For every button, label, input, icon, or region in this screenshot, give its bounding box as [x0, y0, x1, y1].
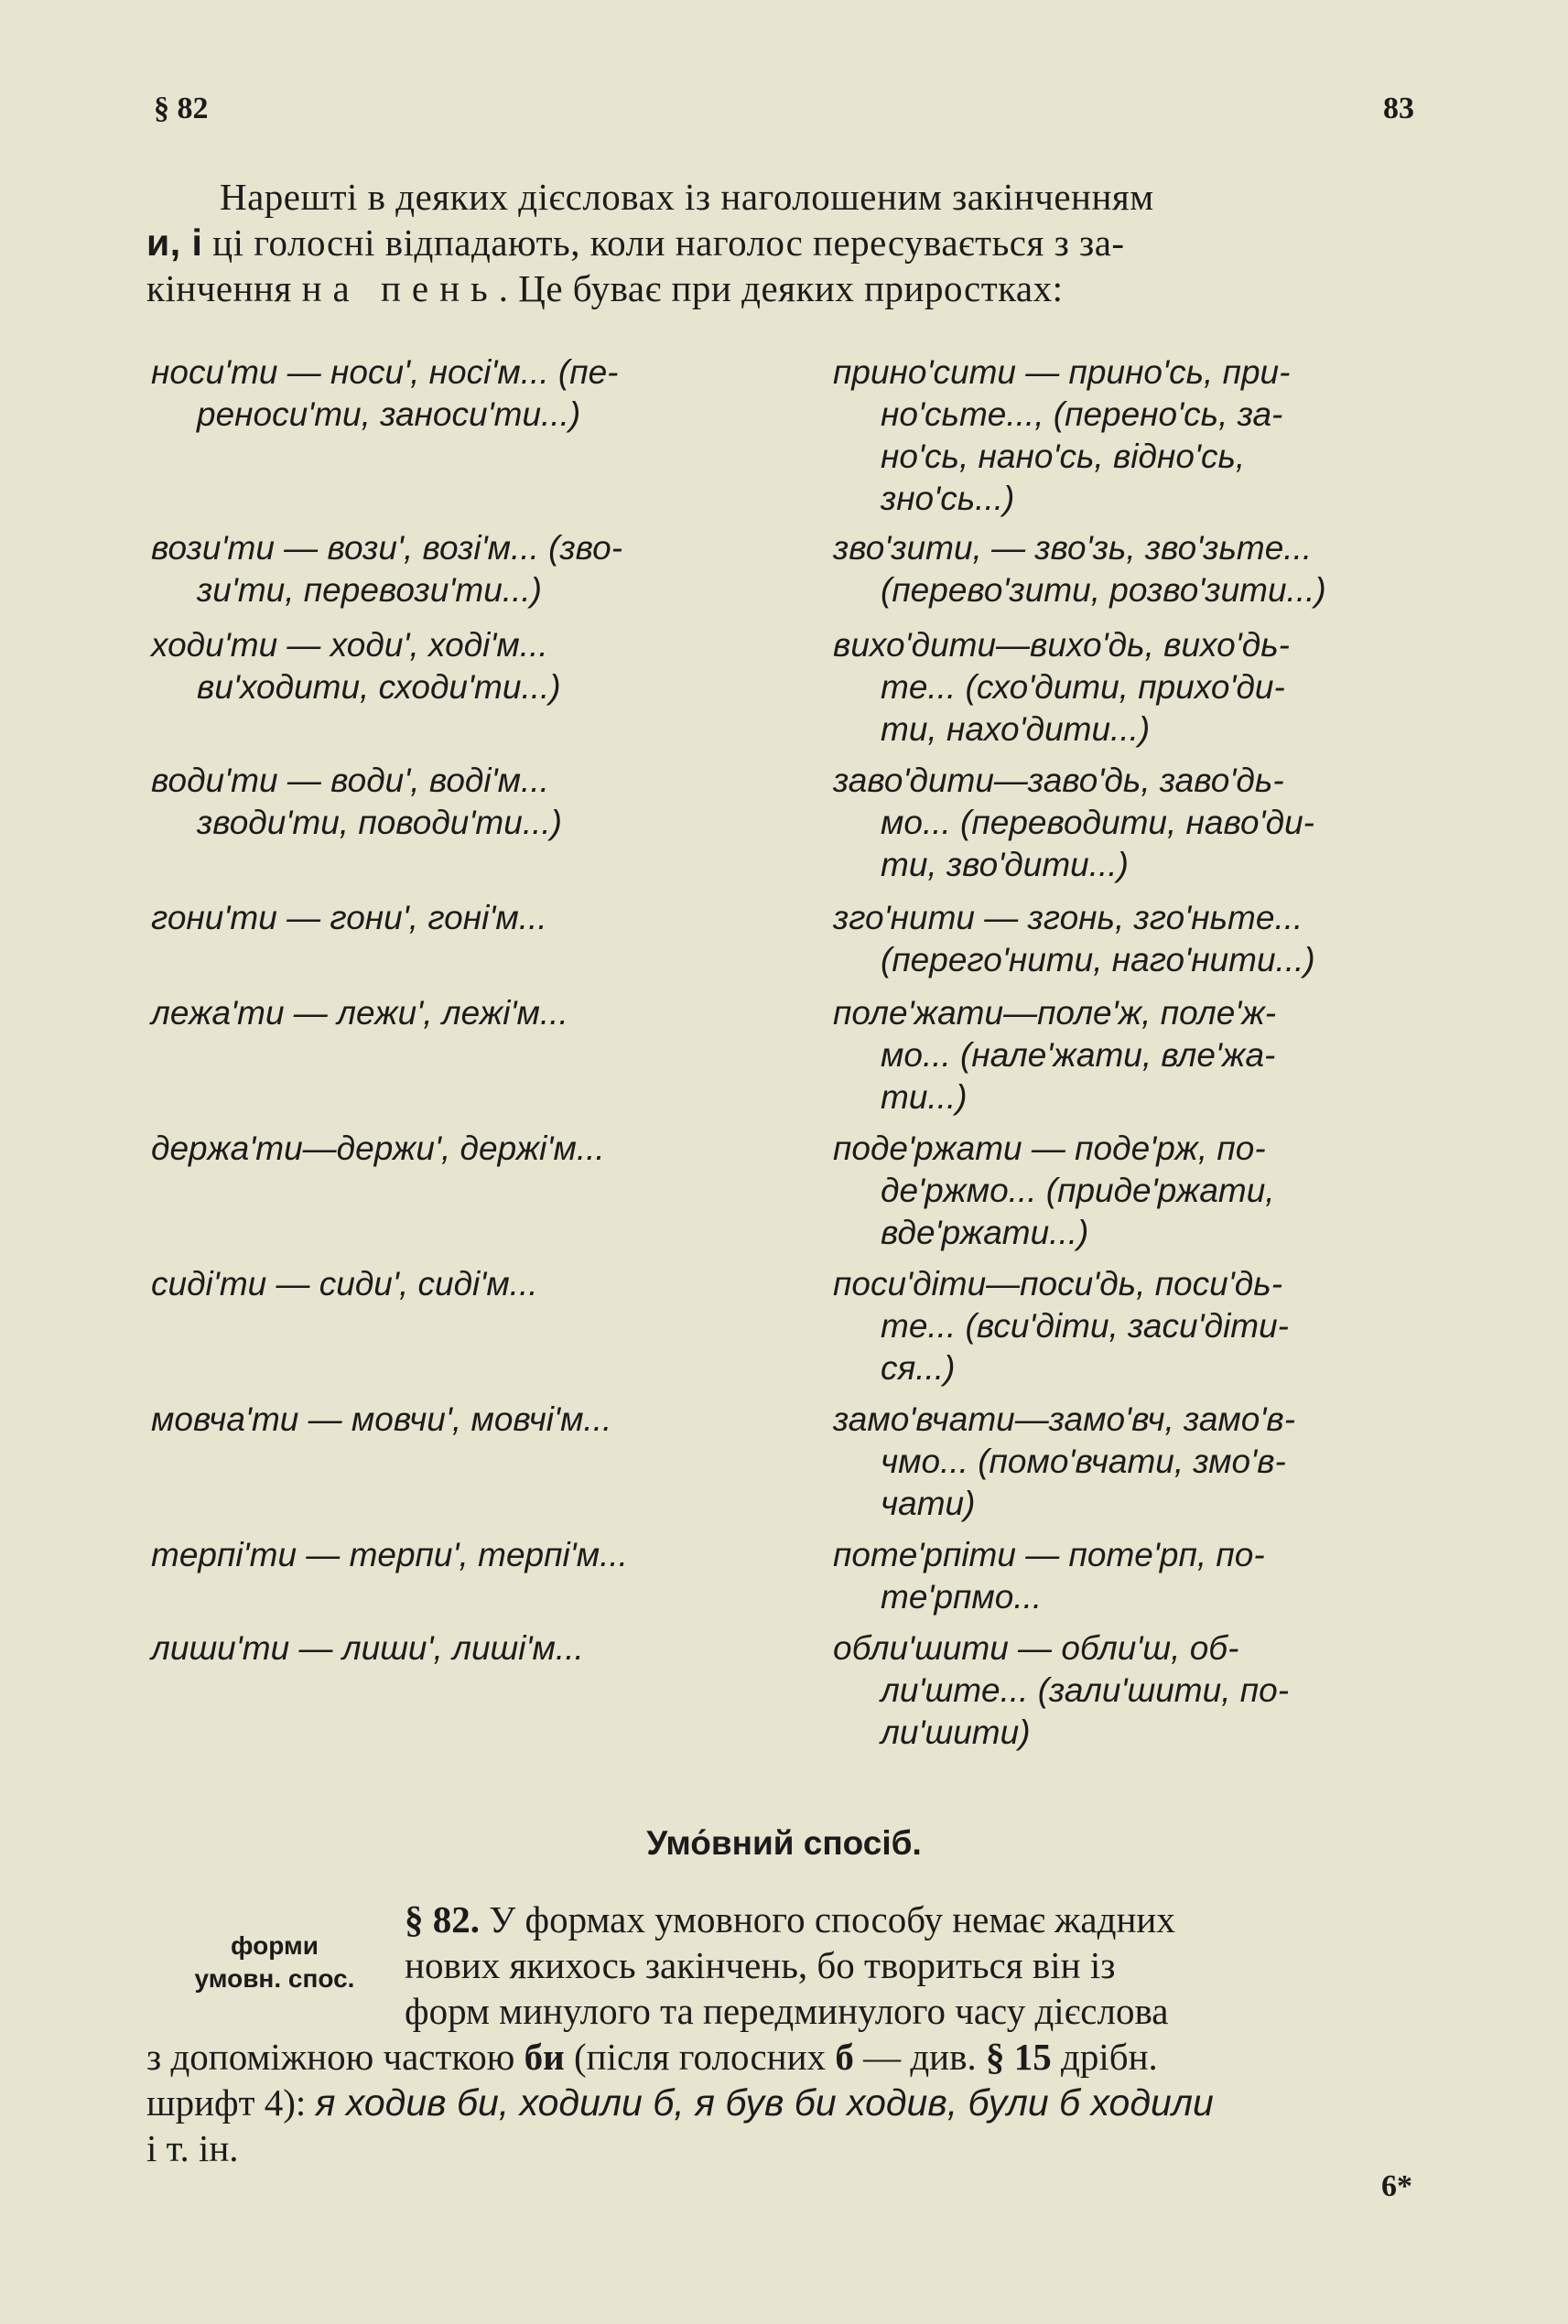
- list-item: поте'рпіти — поте'рп, по- те'рпмо...: [833, 1536, 1265, 1616]
- list-item: обли'шити — обли'ш, об- ли'ште... (зали'шити, по- ли'шити): [833, 1629, 1290, 1751]
- paragraph-line-2: нових якихось закінчень, бо твориться він із: [405, 1944, 1116, 1986]
- intro-line-2: и, і ці голосні відпадають, коли наголос пересувається з за-: [146, 222, 1125, 264]
- list-item: зво'зити, — зво'зь, зво'зьте... (перево'зити, розво'зити...): [833, 529, 1326, 609]
- intro-line-1: Нарешті в деяких дієсловах із наголошеним закінченням: [220, 176, 1154, 218]
- page-number: 83: [1383, 92, 1414, 125]
- signature-mark: 6*: [1381, 2169, 1412, 2203]
- paragraph-line-4: з допоміжною часткою би (після голосних б — див. § 15 дрібн.: [146, 2036, 1158, 2078]
- list-item: замо'вчати—замо'вч, замо'в- чмо... (помо'вчати, змо'в- чати): [833, 1400, 1296, 1522]
- intro-line-3: кінчення на пень. Це буває при деяких приростках:: [146, 267, 1064, 309]
- paragraph-line-3: форм минулого та передминулого часу дієслова: [405, 1990, 1169, 2032]
- paragraph-line-1: § 82. У формах умовного способу немає жадних: [405, 1898, 1175, 1940]
- list-item: поси'діти—поси'дь, поси'дь- те... (вси'діти, заси'діти- ся...): [833, 1265, 1290, 1387]
- list-item: лежа'ти — лежи', лежі'м...: [151, 994, 568, 1032]
- intro-paragraph: [146, 174, 1410, 311]
- list-item: гони'ти — гони', гоні'м...: [151, 899, 547, 936]
- list-item: води'ти — води', воді'м... зводи'ти, поводи'ти...): [151, 762, 562, 841]
- list-item: терпі'ти — терпи', терпі'м...: [151, 1536, 628, 1573]
- list-item: прино'сити — прино'сь, при- но'сьте..., (перено'сь, за- но'сь, нано'сь, відно'сь, зно'сь...): [833, 353, 1291, 517]
- running-header-section: § 82: [154, 92, 209, 125]
- section-paragraph: [146, 1897, 1410, 2171]
- paragraph-line-5: шрифт 4): я ходив би, ходили б, я був би ходив, були б ходили: [146, 2081, 1214, 2124]
- list-item: сиді'ти — сиди', сиді'м...: [151, 1265, 538, 1303]
- list-item: поле'жати—поле'ж, поле'ж- мо... (нале'жати, вле'жа- ти...): [833, 994, 1277, 1116]
- margin-note: форми умовн. спос.: [194, 1931, 355, 1993]
- list-item: зго'нити — згонь, зго'ньте... (перего'нити, наго'нити...): [833, 899, 1315, 978]
- list-item: вози'ти — вози', возі'м... (зво- зи'ти, перевози'ти...): [151, 529, 623, 609]
- list-item: мовча'ти — мовчи', мовчі'м...: [151, 1400, 612, 1438]
- list-item: заво'дити—заво'дь, заво'дь- мо... (переводити, наво'ди- ти, зво'дити...): [833, 762, 1314, 883]
- list-item: лиши'ти — лиши', лиші'м...: [151, 1629, 584, 1667]
- section-heading: Умо́вний спосіб.: [646, 1824, 922, 1862]
- paragraph-line-6: і т. ін.: [146, 2127, 239, 2169]
- list-item: держа'ти—держи', держі'м...: [151, 1130, 605, 1167]
- list-item: носи'ти — носи', носі'м... (пе- реноси'ти, заноси'ти...): [151, 353, 619, 433]
- list-item: вихо'дити—вихо'дь, вихо'дь- те... (схо'дити, прихо'ди- ти, нахо'дити...): [833, 626, 1290, 748]
- list-item: ходи'ти — ходи', ході'м... ви'ходити, сходи'ти...): [151, 626, 561, 706]
- list-item: поде'ржати — поде'рж, по- де'ржмо... (приде'ржати, вде'ржати...): [833, 1130, 1275, 1251]
